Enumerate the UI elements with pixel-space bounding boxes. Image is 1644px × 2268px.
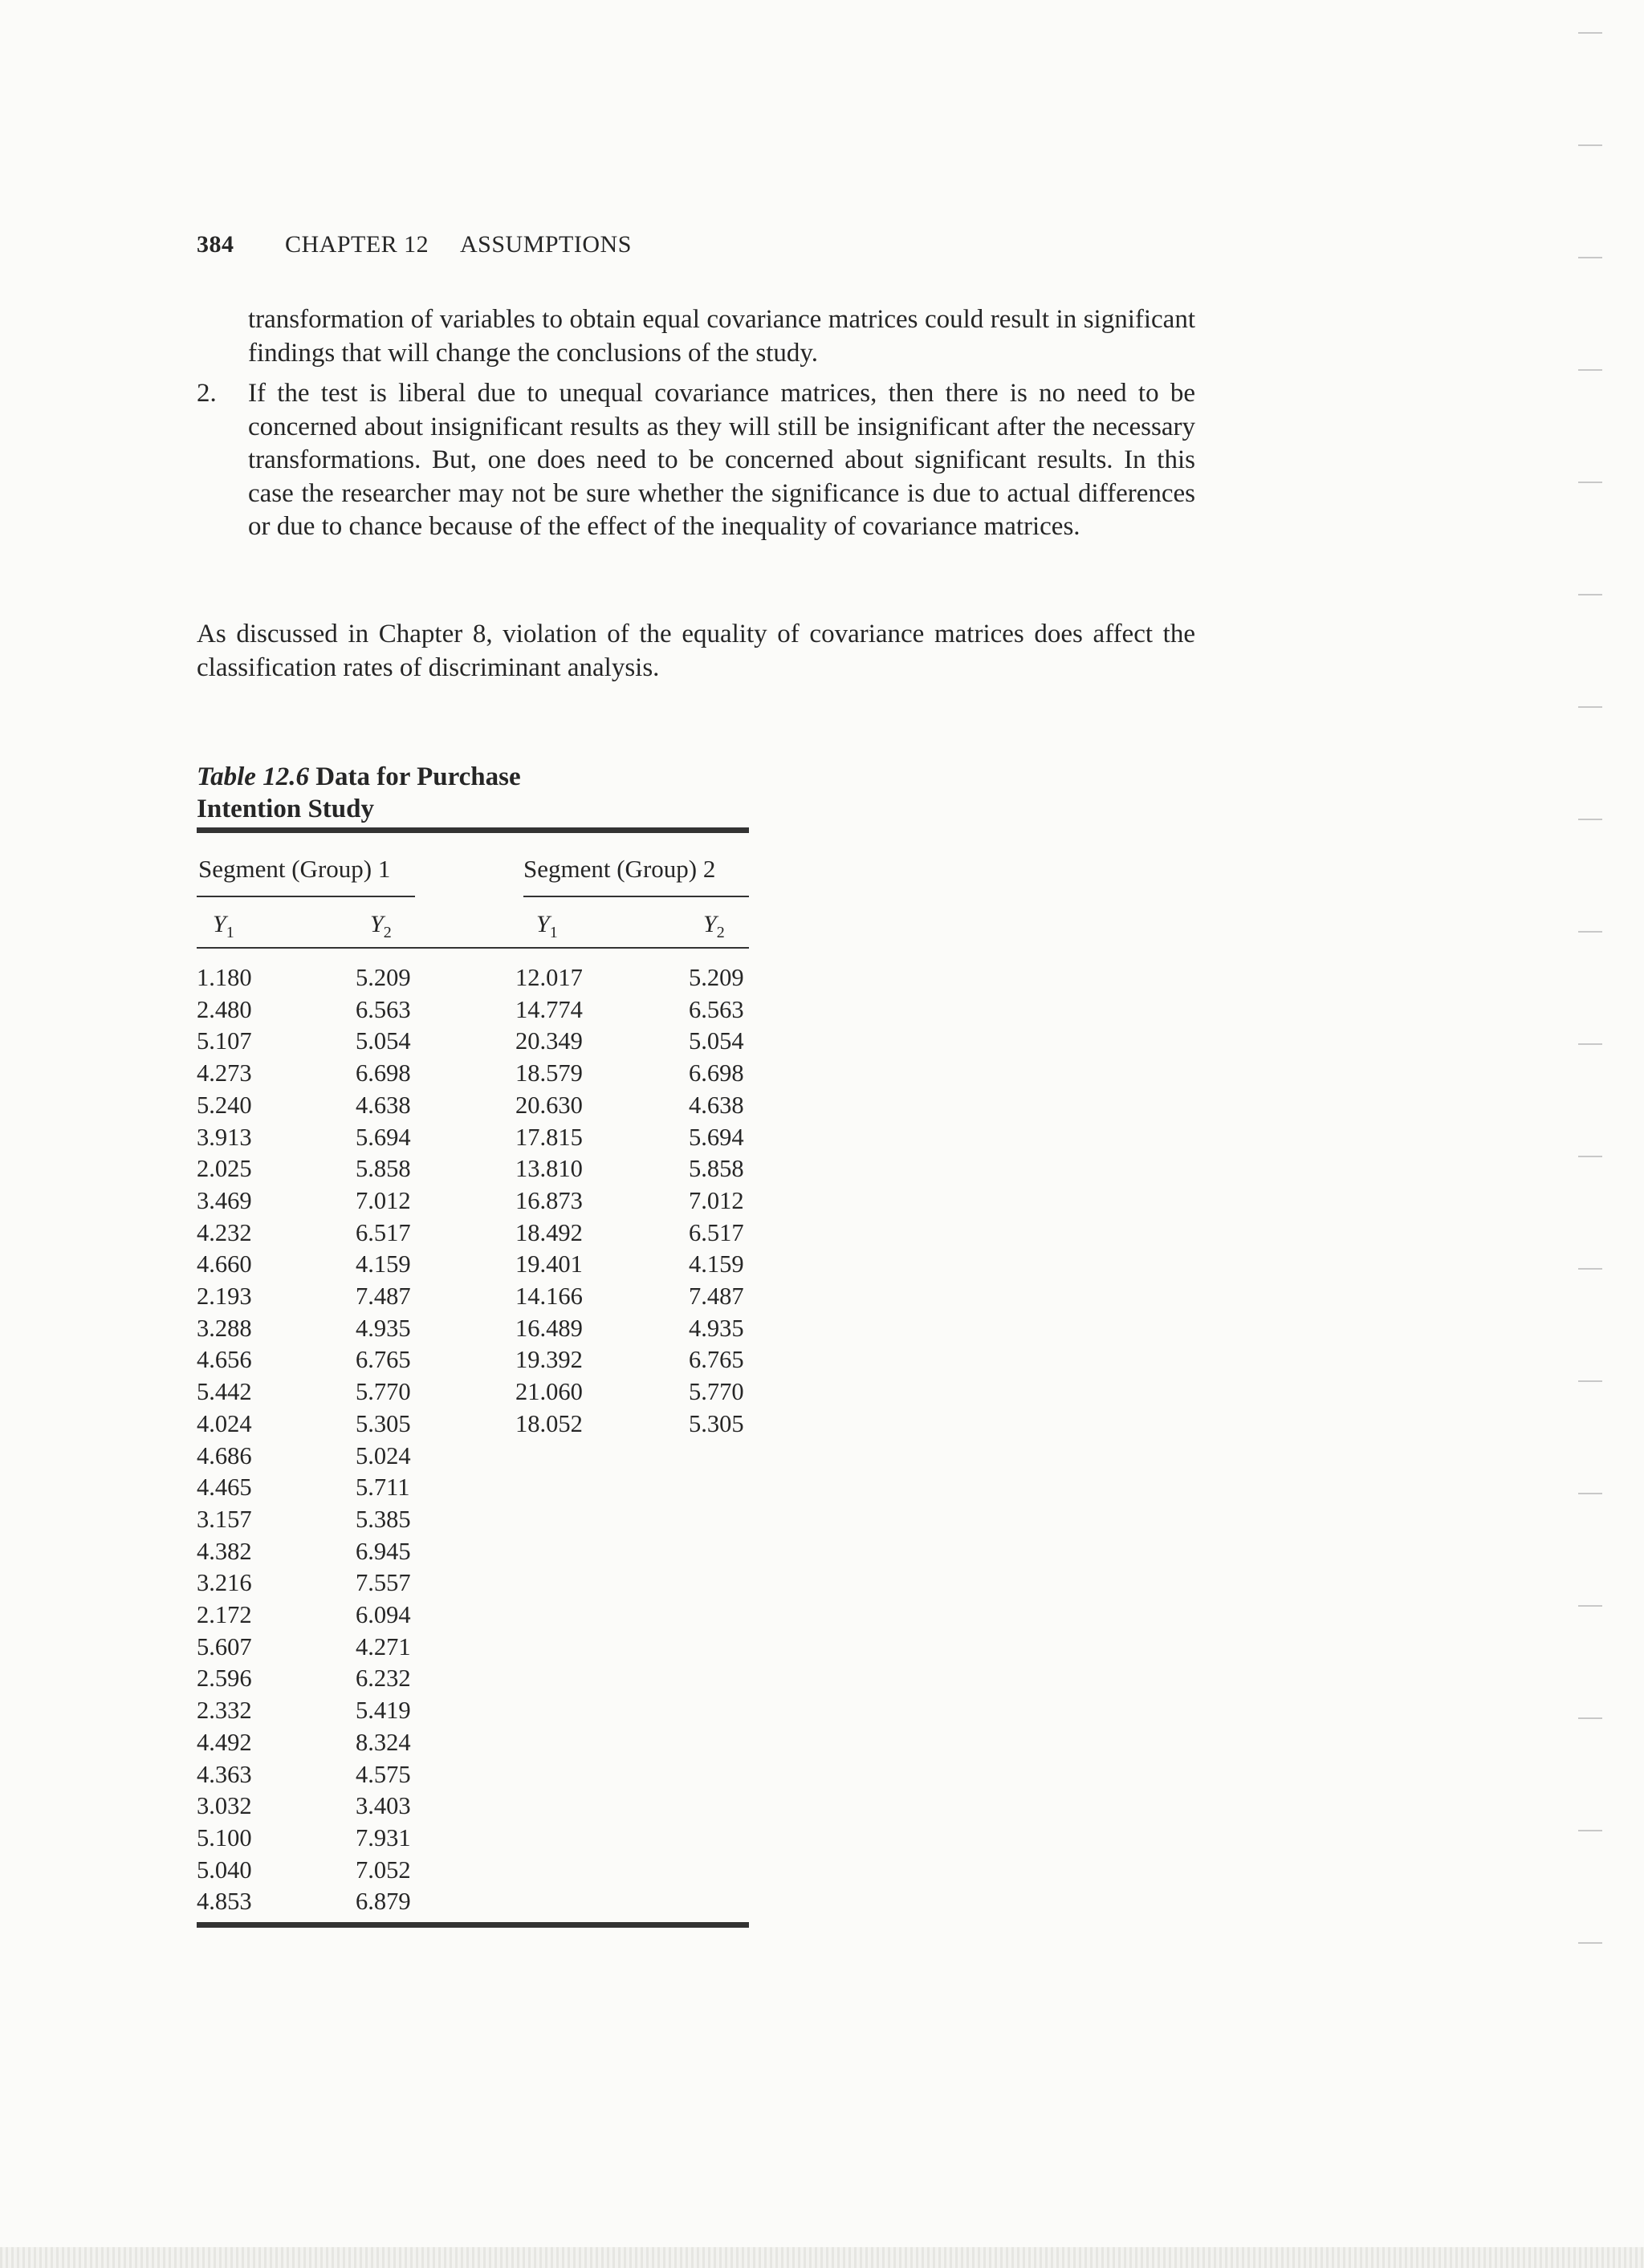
table-cell: 6.563: [356, 995, 411, 1023]
table-title: Data for Purchase Intention Study: [197, 762, 521, 823]
table-cell: 7.012: [356, 1186, 411, 1214]
col-header-g1-y1: $Y_1$: [213, 911, 234, 941]
table-cell: 4.363: [197, 1760, 252, 1788]
table-cell: 6.698: [689, 1059, 744, 1087]
scan-tick: [1578, 257, 1602, 258]
table-cell: 5.054: [689, 1027, 744, 1055]
table-cell: 5.107: [197, 1027, 252, 1055]
scan-tick: [1578, 144, 1602, 146]
table-cell: 6.094: [356, 1601, 411, 1629]
column-header-rule: [197, 947, 749, 949]
table-cell: 6.945: [356, 1537, 411, 1565]
table-cell: 4.853: [197, 1888, 252, 1916]
table-cell: 5.694: [356, 1123, 411, 1151]
scan-edge-marks: [1578, 0, 1610, 2268]
table-cell: 8.324: [356, 1728, 411, 1756]
table-cell: 5.040: [197, 1855, 252, 1884]
table-cell: 4.465: [197, 1473, 252, 1502]
group1-header: Segment (Group) 1: [198, 855, 391, 883]
table-cell: 7.487: [689, 1282, 744, 1311]
col-g2-y1: [515, 962, 583, 1441]
col-header-g1-y2: $Y_2$: [370, 911, 392, 941]
table-cell: 4.686: [197, 1441, 252, 1469]
table-cell: 5.711: [356, 1473, 410, 1502]
table-cell: 20.349: [515, 1027, 583, 1055]
table-cell: 1.180: [197, 964, 252, 991]
table-cell: 19.392: [515, 1346, 583, 1374]
col-g1-y1: [197, 962, 252, 1918]
scan-tick: [1578, 482, 1602, 483]
table-cell: 4.232: [197, 1218, 252, 1246]
table-cell: 16.489: [515, 1314, 583, 1342]
table-cell: 2.332: [197, 1697, 252, 1725]
table-cell: 5.209: [689, 964, 744, 991]
table-cell: 21.060: [515, 1378, 583, 1406]
table-cell: 7.931: [356, 1823, 411, 1851]
scan-tick: [1578, 1605, 1602, 1607]
scan-tick: [1578, 1380, 1602, 1382]
group2-header: Segment (Group) 2: [523, 855, 716, 883]
table-cell: 14.774: [515, 995, 583, 1023]
table-cell: 7.052: [356, 1855, 411, 1884]
table-cell: 2.596: [197, 1664, 252, 1693]
table-cell: 4.024: [197, 1409, 252, 1437]
table-cell: 2.193: [197, 1282, 252, 1311]
table-cell: 3.157: [197, 1505, 252, 1533]
table-cell: 4.159: [356, 1250, 411, 1278]
scan-tick: [1578, 369, 1602, 371]
table-label: Table 12.6: [197, 762, 309, 791]
table-cell: 18.492: [515, 1218, 583, 1246]
table-cell: 5.385: [356, 1505, 411, 1533]
table-cell: 5.858: [689, 1155, 744, 1183]
scan-tick: [1578, 32, 1602, 34]
table-cell: 20.630: [515, 1091, 583, 1119]
group2-header-rule: [523, 896, 749, 897]
table-cell: 5.770: [356, 1378, 411, 1406]
table-cell: 5.305: [356, 1409, 411, 1437]
table-cell: 3.469: [197, 1186, 252, 1214]
table-cell: 2.025: [197, 1155, 252, 1183]
list-item-number: 2.: [197, 379, 217, 408]
table-cell: 4.575: [356, 1760, 411, 1788]
paragraph-after-list: As discussed in Chapter 8, violation of the equality of covariance matrices does affect the classification rates of discriminant analysis.: [197, 620, 1195, 682]
table-cell: 5.024: [356, 1441, 411, 1469]
scan-tick: [1578, 1942, 1602, 1944]
table-bottom-rule: [197, 1922, 749, 1928]
table-top-rule: [197, 827, 749, 833]
scan-tick: [1578, 1717, 1602, 1719]
table-cell: 3.032: [197, 1792, 252, 1820]
table-cell: 2.480: [197, 995, 252, 1023]
page-number: 384: [197, 231, 234, 258]
table-cell: 7.487: [356, 1282, 411, 1311]
table-cell: 18.052: [515, 1409, 583, 1437]
table-cell: 13.810: [515, 1155, 583, 1183]
table-cell: 7.012: [689, 1186, 744, 1214]
table-cell: 5.054: [356, 1027, 411, 1055]
table-cell: 4.638: [356, 1091, 411, 1119]
table-cell: 4.638: [689, 1091, 744, 1119]
table-cell: 4.273: [197, 1059, 252, 1087]
table-cell: 3.216: [197, 1569, 252, 1597]
scan-tick: [1578, 819, 1602, 820]
scan-tick: [1578, 1493, 1602, 1494]
col-g2-y2: [689, 962, 744, 1441]
paragraph-continuation: transformation of variables to obtain equal covariance matrices could result in significant findings that will change the conclusions of the study.: [248, 305, 1195, 368]
scan-bottom-edge: [0, 2247, 1644, 2268]
table-cell: 7.557: [356, 1569, 411, 1597]
section-label: ASSUMPTIONS: [460, 231, 632, 258]
group1-header-rule: [197, 896, 415, 897]
table-cell: 4.159: [689, 1250, 744, 1278]
table-cell: 6.765: [689, 1346, 744, 1374]
table-cell: 3.403: [356, 1792, 411, 1820]
col-g1-y2: [356, 962, 411, 1918]
col-header-g2-y2: $Y_2$: [703, 911, 725, 941]
table-cell: 6.765: [356, 1346, 411, 1374]
table-cell: 5.305: [689, 1409, 744, 1437]
table-cell: 5.858: [356, 1155, 411, 1183]
table-cell: 5.240: [197, 1091, 252, 1119]
table-cell: 6.879: [356, 1888, 411, 1916]
table-cell: 18.579: [515, 1059, 583, 1087]
table-cell: 5.694: [689, 1123, 744, 1151]
running-head: [197, 231, 632, 258]
table-cell: 16.873: [515, 1186, 583, 1214]
table-cell: 4.935: [689, 1314, 744, 1342]
table-cell: 4.492: [197, 1728, 252, 1756]
table-cell: 6.517: [689, 1218, 744, 1246]
scan-tick: [1578, 1156, 1602, 1157]
table-cell: 6.517: [356, 1218, 411, 1246]
scan-tick: [1578, 1830, 1602, 1831]
scan-tick: [1578, 1043, 1602, 1045]
table-cell: 4.271: [356, 1632, 411, 1660]
table-cell: 14.166: [515, 1282, 583, 1311]
scan-tick: [1578, 594, 1602, 595]
table-cell: 5.100: [197, 1823, 252, 1851]
list-item-text: If the test is liberal due to unequal covariance matrices, then there is no need to be concerned about insignificant results as they will still be insignificant after the necessary transformations. But, one does need to be concerned about significant results. In this case the researcher may not be sure whether the significance is due to actual differences or due to chance because of the effect of the inequality of covariance matrices.: [248, 379, 1195, 541]
col-header-g2-y1: $Y_1$: [536, 911, 558, 941]
scan-tick: [1578, 931, 1602, 933]
table-cell: 6.563: [689, 995, 744, 1023]
table-cell: 2.172: [197, 1601, 252, 1629]
table-cell: 5.419: [356, 1697, 411, 1725]
chapter-label: CHAPTER 12: [285, 231, 429, 258]
table-cell: 4.656: [197, 1346, 252, 1374]
table-cell: 4.382: [197, 1537, 252, 1565]
table-caption: [197, 761, 614, 825]
table-cell: 4.660: [197, 1250, 252, 1278]
table-cell: 19.401: [515, 1250, 583, 1278]
table-cell: 5.770: [689, 1378, 744, 1406]
table-cell: 5.209: [356, 964, 411, 991]
table-cell: 17.815: [515, 1123, 583, 1151]
table-cell: 6.232: [356, 1664, 411, 1693]
table-cell: 6.698: [356, 1059, 411, 1087]
table-cell: 5.442: [197, 1378, 252, 1406]
table-cell: 3.913: [197, 1123, 252, 1151]
table-cell: 4.935: [356, 1314, 411, 1342]
table-cell: 5.607: [197, 1632, 252, 1660]
table-cell: 12.017: [515, 964, 583, 991]
scan-tick: [1578, 706, 1602, 708]
table-cell: 3.288: [197, 1314, 252, 1342]
scan-tick: [1578, 1268, 1602, 1270]
